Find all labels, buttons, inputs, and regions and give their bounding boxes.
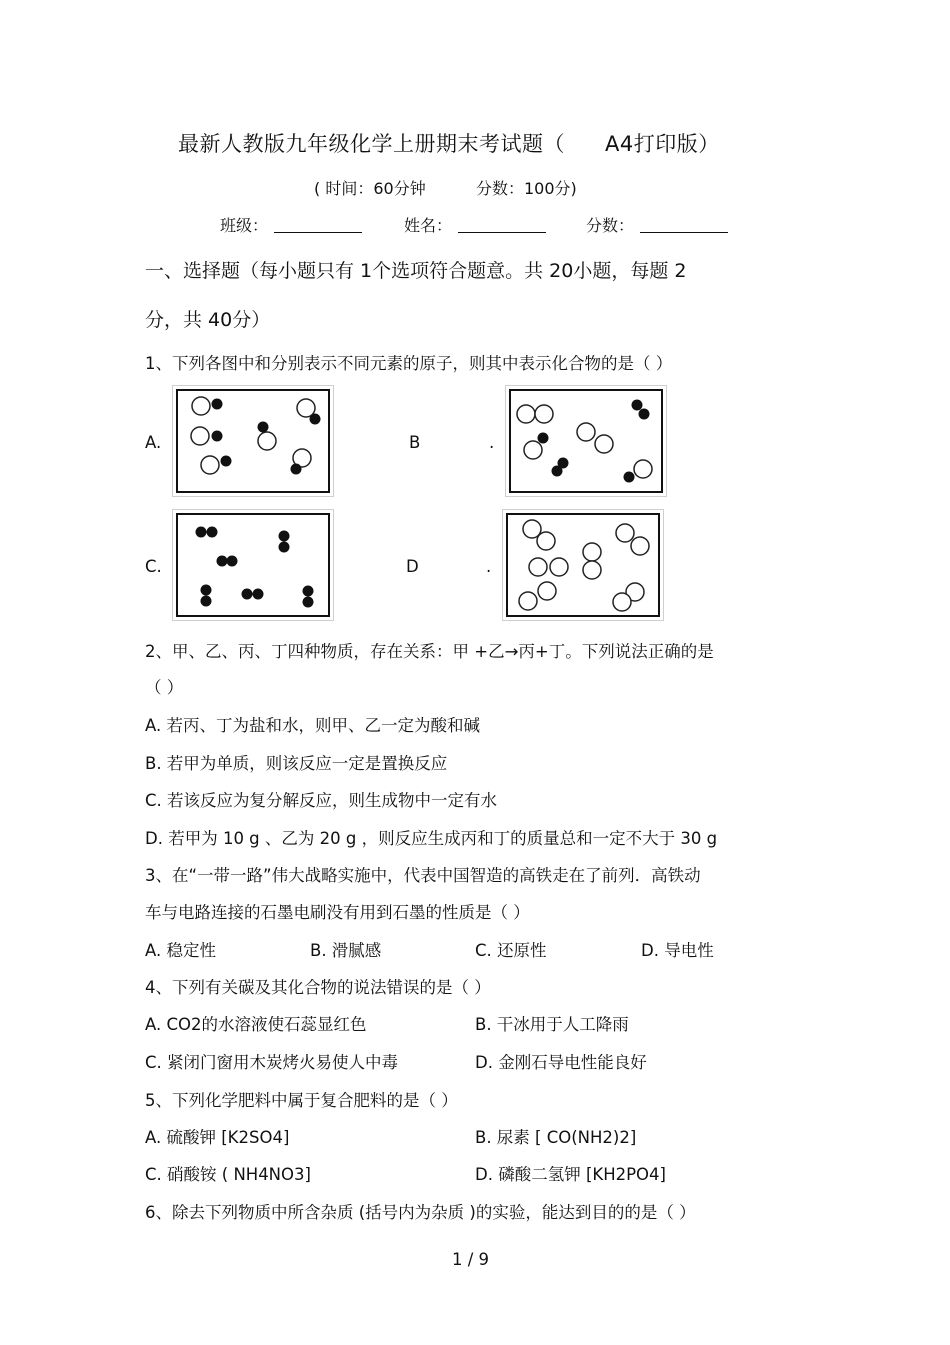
score-field xyxy=(586,213,728,236)
q4-option-d: D. 金刚石导电性能良好 xyxy=(475,1053,647,1072)
q5-option-b: B. 尿素 [ CO(NH2)2] xyxy=(475,1128,637,1147)
q1-label-c: C. xyxy=(145,557,162,576)
q1-stem: 1、下列各图中和分别表示不同元素的原子，则其中表示化合物的是（ ） xyxy=(145,354,673,373)
q1-figure-d xyxy=(502,509,664,621)
q1-figure-a xyxy=(172,385,334,497)
q1-figure-b xyxy=(505,385,667,497)
name-label: 姓名： xyxy=(404,216,453,235)
q3-stem-line1: 3、在“一带一路”伟大战略实施中，代表中国智造的高铁走在了前列．高铁动 xyxy=(145,866,701,885)
q4-option-b: B. 干冰用于人工降雨 xyxy=(475,1015,629,1034)
section1-heading-line1: 一、选择题（每小题只有 1个选项符合题意。共 20小题，每题 2 xyxy=(145,260,687,282)
class-blank xyxy=(274,216,362,233)
q4-option-a: A. CO2的水溶液使石蕊显红色 xyxy=(145,1015,367,1034)
q4-stem: 4、下列有关碳及其化合物的说法错误的是（ ） xyxy=(145,978,491,997)
q5-stem: 5、下列化学肥料中属于复合肥料的是（ ） xyxy=(145,1091,458,1110)
name-blank xyxy=(458,216,546,233)
score-label: 分数： xyxy=(586,216,635,235)
page-number: 1 / 9 xyxy=(452,1250,490,1269)
molecule-diagram-a xyxy=(173,386,333,496)
q2-stem-line2: （ ） xyxy=(145,678,184,697)
section1-heading-line2: 分，共 40分） xyxy=(145,309,271,331)
q1-label-b: B xyxy=(409,433,421,452)
q1-label-d: D xyxy=(406,557,419,576)
q2-option-c: C. 若该反应为复分解反应，则生成物中一定有水 xyxy=(145,791,498,810)
q3-option-a: A. 稳定性 xyxy=(145,941,216,960)
class-label: 班级： xyxy=(220,216,269,235)
q5-option-c: C. 硝酸铵 ( NH4NO3] xyxy=(145,1165,311,1184)
q3-option-d: D. 导电性 xyxy=(641,941,714,960)
q6-stem: 6、除去下列物质中所含杂质 (括号内为杂质 )的实验，能达到目的的是（ ） xyxy=(145,1203,696,1222)
q5-option-a: A. 硫酸钾 [K2SO4] xyxy=(145,1128,290,1147)
exam-score: 分数：100分) xyxy=(476,179,577,198)
q5-option-d: D. 磷酸二氢钾 [KH2PO4] xyxy=(475,1165,666,1184)
molecule-diagram-b xyxy=(506,386,666,496)
q2-option-b: B. 若甲为单质，则该反应一定是置换反应 xyxy=(145,754,448,773)
q4-option-c: C. 紧闭门窗用木炭烤火易使人中毒 xyxy=(145,1053,399,1072)
q1-label-a: A. xyxy=(145,433,162,452)
q3-stem-line2: 车与电路连接的石墨电刷没有用到石墨的性质是（ ） xyxy=(145,903,530,922)
q1-label-b-dot: . xyxy=(489,433,495,452)
title-suffix: A4打印版） xyxy=(605,132,720,156)
q2-stem-line1: 2、甲、乙、丙、丁四种物质，存在关系：甲 +乙→丙+丁。下列说法正确的是 xyxy=(145,642,714,661)
page-title xyxy=(178,128,720,158)
molecule-diagram-d xyxy=(503,510,663,620)
name-field xyxy=(404,213,546,236)
q1-figure-c xyxy=(172,509,334,621)
q2-option-a: A. 若丙、丁为盐和水，则甲、乙一定为酸和碱 xyxy=(145,716,480,735)
exam-time: ( 时间：60分钟 xyxy=(314,179,426,198)
class-field xyxy=(220,213,362,236)
q2-option-d: D. 若甲为 10 g 、乙为 20 g ，则反应生成丙和丁的质量总和一定不大于 30 g xyxy=(145,829,718,848)
molecule-diagram-c xyxy=(173,510,333,620)
q3-option-c: C. 还原性 xyxy=(475,941,547,960)
q1-label-d-dot: . xyxy=(486,557,492,576)
q3-option-b: B. 滑腻感 xyxy=(310,941,382,960)
title-main: 最新人教版九年级化学上册期末考试题（ xyxy=(178,132,565,156)
score-blank xyxy=(640,216,728,233)
